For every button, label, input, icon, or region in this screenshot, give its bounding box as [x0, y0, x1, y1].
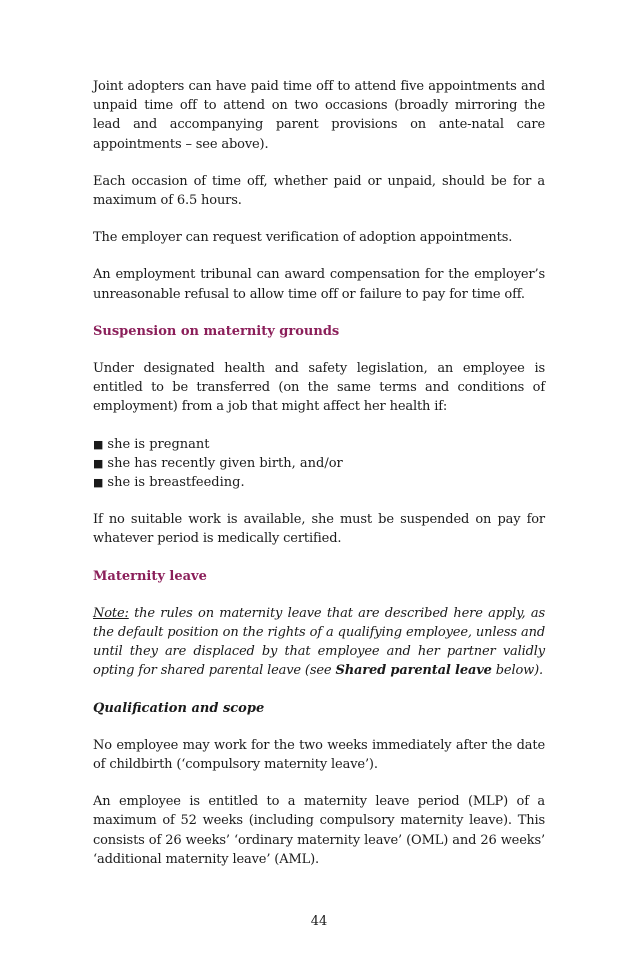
subheading-qualification: Qualification and scope — [93, 700, 265, 716]
note-label: Note: — [93, 605, 129, 621]
heading-suspension: Suspension on maternity grounds — [93, 323, 340, 339]
heading-maternity-leave: Maternity leave — [93, 568, 207, 584]
paragraph-time-off-maximum: Each occasion of time off, whether paid or unpaid, should be for a maximum of 6.5 hours. — [93, 173, 545, 209]
shared-parental-leave-reference: Shared parental leave — [335, 663, 492, 679]
list-item: ■ she is pregnant — [93, 436, 210, 452]
list-item: ■ she has recently given birth, and/or — [93, 455, 343, 471]
paragraph-compulsory-leave: No employee may work for the two weeks immediately after the date of childbirth (‘compulsory maternity leave’). — [93, 737, 545, 773]
paragraph-maternity-leave-period: An employee is entitled to a maternity leave period (MLP) of a maximum of 52 weeks (including compulsory maternity leave). This consists of 26 weeks’ ‘ordinary maternity leave’ (OML) and 26 weeks’ ‘additional maternity leave’ (AML). — [93, 794, 545, 867]
condition-list — [93, 435, 545, 493]
note-paragraph: Note: the rules on maternity leave that are described here apply, as the default position on the rights of a qualifying employee, unless and until they are displaced by that employee and her partner validly opting for shared parental leave (see Shared parental leave below). — [93, 605, 545, 679]
paragraph-no-suitable-work: If no suitable work is available, she must be suspended on pay for whatever period is medically certified. — [93, 512, 545, 547]
paragraph-joint-adopters: Joint adopters can have paid time off to attend five appointments and unpaid time off to attend on two occasions (broadly mirroring the lead and accompanying parent provisions on ante-natal care appointments – see above). — [93, 79, 545, 152]
bullet-square-icon: ■ — [93, 437, 104, 451]
paragraph-tribunal: An employment tribunal can award compensation for the employer’s unreasonable refusal to allow time off or failure to pay for time off. — [93, 267, 545, 302]
page-number: 44 — [310, 914, 328, 929]
paragraph-designated-legislation: Under designated health and safety legislation, an employee is entitled to be transferred (on the same terms and conditions of employment) from a job that might affect her health if: — [93, 361, 545, 415]
paragraph-verification: The employer can request verification of adoption appointments. — [93, 230, 513, 246]
bullet-square-icon: ■ — [93, 476, 104, 490]
bullet-square-icon: ■ — [93, 456, 104, 470]
page-content — [93, 77, 545, 887]
list-item: ■ she is breastfeeding. — [93, 475, 245, 491]
